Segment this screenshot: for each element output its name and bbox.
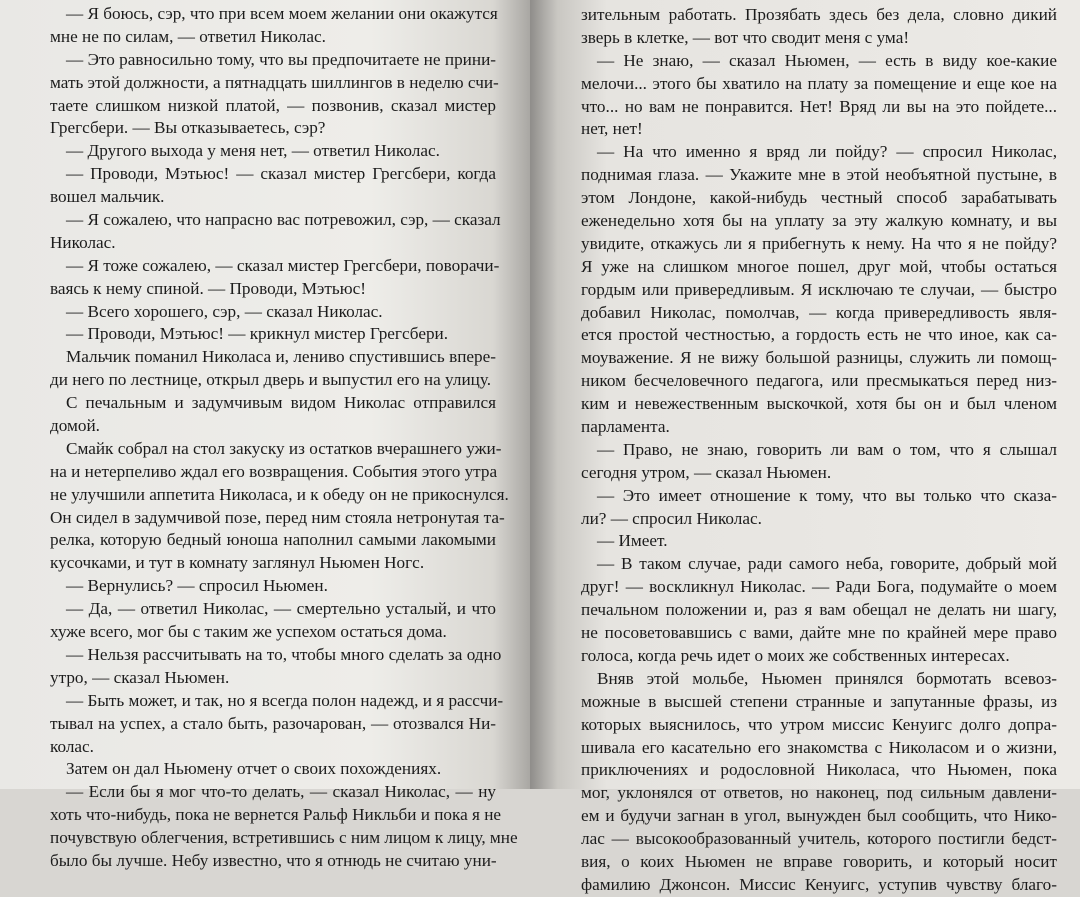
text-line: поднимая глаза. — Укажите мне в этой необъятной пустыне, в xyxy=(581,165,1057,185)
text-line: добавил Николас, помолчав, — когда привередливость явля- xyxy=(581,302,1057,322)
text-line: этом Лондоне, какой-нибудь честный способ зарабатывать xyxy=(581,188,1057,208)
text-line: — В таком случае, ради самого неба, говорите, добрый мой xyxy=(597,554,1057,574)
text-line: на и нетерпеливо ждал его возвращения. События этого утра xyxy=(50,461,498,481)
text-line: парламента. xyxy=(581,417,670,437)
text-line: хуже всего, мог бы с таким же успехом остаться дома. xyxy=(50,622,447,642)
text-line: — На что именно я вряд ли пойду? — спросил Николас, xyxy=(597,142,1057,162)
text-line: — Я боюсь, сэр, что при всем моем желании они окажутся xyxy=(66,4,498,23)
text-line: колас. xyxy=(50,736,94,756)
text-line: — Это равносильно тому, что вы предпочитаете не прини- xyxy=(66,49,496,69)
text-line: — Быть может, и так, но я всегда полон надежд, и я рассчи- xyxy=(66,690,504,710)
text-line: хоть что-нибудь, пока не вернется Ральф Никльби и пока я не xyxy=(50,805,502,825)
text-line: — Всего хорошего, сэр, — сказал Николас. xyxy=(66,301,383,321)
text-line: гордым или привередливым. Я исключаю те случаи, — быстро xyxy=(581,279,1057,299)
text-line: С печальным и задумчивым видом Николас отправился xyxy=(66,393,496,413)
text-line: ем и будучи загнан в угол, вынужден был сообщить, что Нико- xyxy=(581,806,1057,826)
text-line: Он сидел в задумчивой позе, перед ним стояла нетронутая та- xyxy=(50,507,505,527)
text-line: нет, нет! xyxy=(581,119,643,139)
text-line: фамилию Джонсон. Миссис Кенуигс, уступив чувству благо- xyxy=(581,874,1057,894)
text-line: мелочи... этого бы хватило на плату за помещение и еще кое на xyxy=(581,73,1057,93)
text-line: не посоветовавшись с вами, дайте мне по крайней мере право xyxy=(581,623,1057,643)
text-line: тывал на успех, а стало быть, разочарован, — отозвался Ни- xyxy=(50,713,496,733)
right-page-text xyxy=(581,4,1057,897)
text-line: почувствую облегчения, встретившись с ним лицом к лицу, мне xyxy=(50,828,518,848)
text-line: — Право, не знаю, говорить ли вам о том, что я слышал xyxy=(597,439,1057,459)
text-line: зверь в клетке, — вот что сводит меня с ума! xyxy=(581,27,910,47)
text-line: — Да, — ответил Николас, — смертельно усталый, и что xyxy=(66,599,496,619)
text-line: Смайк собрал на стол закуску из остатков вчерашнего ужи- xyxy=(66,438,502,458)
text-line: можные в высшей степени странные и запутанные фразы, из xyxy=(581,691,1057,711)
text-line: — Другого выхода у меня нет, — ответил Николас. xyxy=(66,141,440,161)
text-line: — Я тоже сожалею, — сказал мистер Грегсбери, поворачи- xyxy=(66,255,500,275)
text-line: голоса, когда речь идет о моих же собственных интересах. xyxy=(581,645,1010,665)
text-line: — Если бы я мог что-то делать, — сказал Николас, — ну xyxy=(66,782,496,802)
text-line: мне не по силам, — ответил Николас. xyxy=(50,26,326,46)
text-line: релка, которую бедный юноша наполнил самыми лакомыми xyxy=(50,530,496,550)
text-line: зительным работать. Прозябать здесь без дела, словно дикий xyxy=(581,5,1057,24)
text-line: Николас. xyxy=(50,232,116,252)
left-page-text xyxy=(50,3,518,873)
text-line: увидите, откажусь ли я прибегнуть к нему. На что я не пойду? xyxy=(581,233,1057,253)
text-line: Затем он дал Ньюмену отчет о своих похождениях. xyxy=(66,759,442,779)
text-line: ником бесчеловечного педагога, или пресмыкаться перед низ- xyxy=(581,371,1057,391)
text-line: ким и невежественным выскочкой, хотя бы он и был членом xyxy=(581,394,1057,414)
text-line: — Не знаю, — сказал Ньюмен, — есть в виду кое-какие xyxy=(597,50,1057,70)
text-line: не улучшили аппетита Николаса, и к обеду он не прикоснулся. xyxy=(50,484,509,504)
text-line: — Вернулись? — спросил Ньюмен. xyxy=(66,576,328,596)
text-line: утро, — сказал Ньюмен. xyxy=(50,667,230,687)
text-line: сегодня утром, — сказал Ньюмен. xyxy=(581,462,832,482)
text-line: вия, о коих Ньюмен не вправе говорить, и который носит xyxy=(581,851,1057,871)
text-line: ди него по лестнице, открыл дверь и выпустил его на улицу. xyxy=(50,370,492,390)
left-page xyxy=(0,0,530,870)
text-line: шивала его касательно его знакомства с Николасом и о жизни, xyxy=(581,737,1057,757)
text-line: лас — высокообразованный учитель, которого постигли бедст- xyxy=(581,829,1057,849)
text-line: ли? — спросил Николас. xyxy=(581,508,762,528)
text-line: моуважение. Я не вижу большой разницы, служить ли помощ- xyxy=(581,348,1057,368)
text-line: что... но вам не понравится. Нет! Вряд ли вы на это пойдете... xyxy=(581,96,1057,116)
text-line: печальном положении и, раз я вам обещал не делать ни шагу, xyxy=(581,600,1057,620)
text-line: Вняв этой мольбе, Ньюмен принялся бормотать всевоз- xyxy=(597,668,1057,688)
text-line: — Проводи, Мэтьюс! — крикнул мистер Грегсбери. xyxy=(66,324,449,344)
text-line: друг! — воскликнул Николас. — Ради Бога, подумайте о моем xyxy=(581,577,1057,597)
text-line: еженедельно хотя бы на уплату за эту жалкую комнату, и вы xyxy=(581,211,1057,231)
text-line: — Это имеет отношение к тому, что вы только что сказа- xyxy=(597,485,1057,505)
text-line: которых выяснилось, что утром миссис Кенуигс долго допра- xyxy=(581,714,1057,734)
text-line: вошел мальчик. xyxy=(50,187,165,207)
text-line: Мальчик поманил Николаса и, лениво спустившись впере- xyxy=(66,347,496,367)
text-line: мог, уклонялся от ответов, но наконец, под сильным давлени- xyxy=(581,783,1057,803)
text-line: — Проводи, Мэтьюс! — сказал мистер Грегсбери, когда xyxy=(66,164,496,184)
text-line: мать этой должности, а пятнадцать шиллингов в неделю счи- xyxy=(50,72,499,92)
text-line: — Имеет. xyxy=(597,531,668,551)
text-line: — Я сожалею, что напрасно вас потревожил, сэр, — сказал xyxy=(66,210,501,230)
text-line: домой. xyxy=(50,416,100,436)
text-line: Грегсбери. — Вы отказываетесь, сэр? xyxy=(50,118,326,138)
text-line: приключениях и родословной Николаса, что Ньюмен, пока xyxy=(581,760,1057,780)
right-page xyxy=(530,0,1080,894)
text-line: таете слишком низкой платой, — позвонив, сказал мистер xyxy=(50,95,496,115)
text-line: ваясь к нему спиной. — Проводи, Мэтьюс! xyxy=(50,278,366,298)
text-line: — Нельзя рассчитывать на то, чтобы много сделать за одно xyxy=(66,644,502,664)
text-line: ется простой честностью, а гордость есть не что иное, как са- xyxy=(581,325,1057,345)
text-line: кусочками, и тут в комнату заглянул Ньюмен Ногс. xyxy=(50,553,425,573)
text-line: Я уже на слишком многое пошел, друг мой, чтобы остаться xyxy=(581,256,1057,276)
text-line: было бы лучше. Небу известно, что я отнюдь не считаю уни- xyxy=(50,850,497,870)
